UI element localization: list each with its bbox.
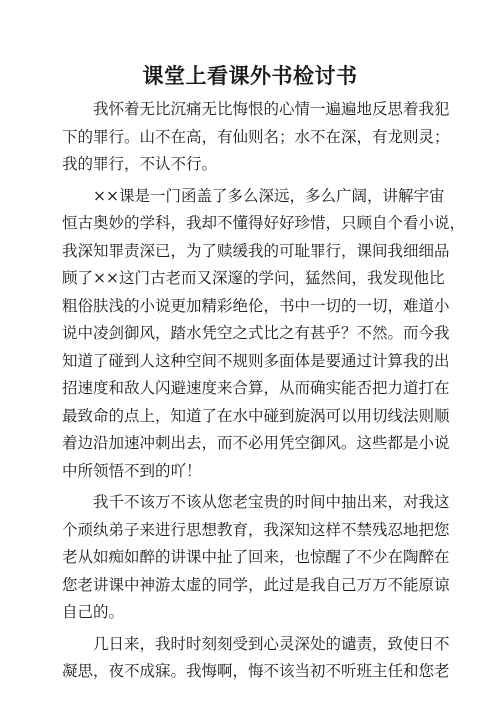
text-line: 我千不该万不该从您老宝贵的时间中抽出来，对我这	[93, 493, 450, 511]
text-line: 着边沿加速冲刺出去，而不必用凭空御风。这些都是小说	[62, 434, 450, 452]
text-line: 凝思，夜不成寐。我悔啊，悔不该当初不听班主任和您老	[62, 662, 450, 680]
text-line: 下的罪行。山不在高，有仙则名；水不在深，有龙则灵；	[62, 127, 450, 146]
document-title: 课堂上看课外书检讨书	[142, 63, 358, 88]
text-line: 我深知罪责深已，为了赎缓我的可耻罪行，课间我细细品	[62, 241, 450, 260]
text-line: 粗俗肤浅的小说更加精彩绝伦，书中一切的一切，难道小	[62, 296, 450, 315]
text-line: 最致命的点上，知道了在水中碰到旋涡可以用切线法则顺	[62, 406, 450, 425]
document-body	[62, 96, 466, 690]
paragraph-3	[62, 489, 450, 627]
text-line: 我的罪行，不认不行。	[62, 155, 218, 173]
text-line: 恒古奥妙的学科，我却不懂得好好珍惜，只顾自个看小说，	[62, 214, 466, 232]
text-line: 我怀着无比沉痛无比悔恨的心情一遍遍地反思着我犯	[93, 100, 450, 118]
text-line: 顾了××这门古老而又深邃的学问，猛然间，我发现他比	[62, 269, 445, 287]
text-line: 说中凌剑御风，踏水凭空之式比之有甚乎？不然。而今我	[62, 324, 450, 342]
text-line: 自己的。	[62, 603, 125, 621]
text-line: 招速度和敌人闪避速度来合算，从而确实能否把力道打在	[62, 379, 450, 397]
paragraph-4	[62, 631, 450, 686]
text-line: 个顽纨弟子来进行思想教育，我深知这样不禁残忍地把您	[62, 520, 450, 539]
text-line: ××课是一门函盖了多么深远，多么广阔，讲解宇宙	[93, 186, 445, 205]
paragraph-1	[62, 96, 450, 179]
text-line: 老从如痴如醉的讲课中扯了回来，也惊醒了不少在陶醉在	[62, 548, 450, 566]
text-line: 中所领悟不到的吖！	[62, 461, 202, 480]
text-line: 您老讲课中神游太虚的同学，此过是我自己万万不能原谅	[62, 575, 450, 594]
text-line: 几日来，我时时刻刻受到心灵深处的谴责，致使日不	[93, 634, 450, 653]
text-line: 知道了碰到人这种空间不规则多面体是要通过计算我的出	[62, 351, 450, 370]
paragraph-2	[62, 183, 466, 486]
